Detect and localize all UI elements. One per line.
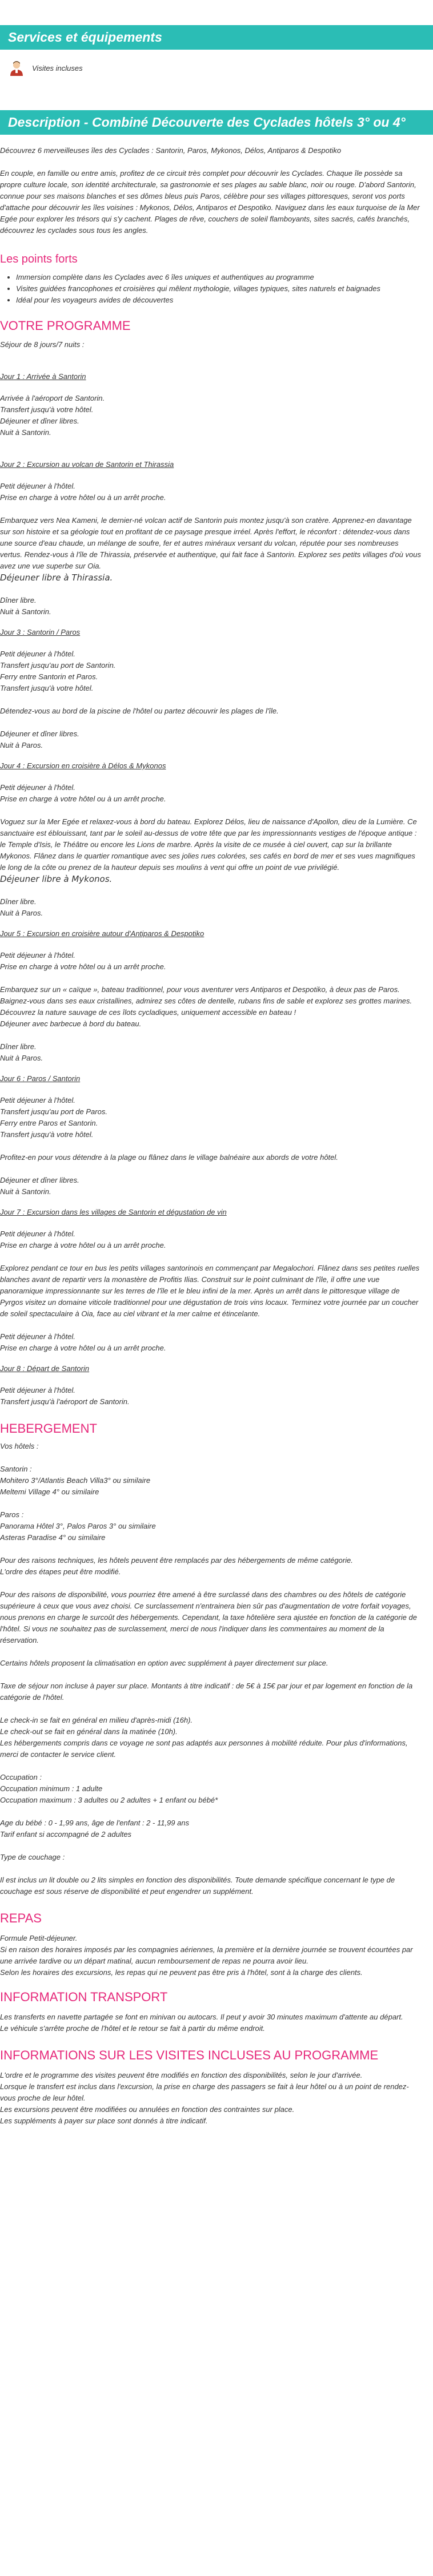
text-line: Le check-out se fait en général dans la matinée (10h). bbox=[0, 1727, 178, 1736]
text-line: Déjeuner et dîner libres. bbox=[0, 729, 79, 738]
day-6-text: Profitez-en pour vous détendre à la plage ou flânez dans le village balnéaire aux abords de votre hôtel. bbox=[0, 1153, 338, 1162]
text-line: Arrivée à l'aéroport de Santorin. bbox=[0, 394, 105, 402]
services-item bbox=[0, 50, 433, 78]
text-line: Prise en charge à votre hôtel ou à un arrêt proche. bbox=[0, 1344, 166, 1352]
hebergement-note4: Taxe de séjour non incluse à payer sur place. Montants à titre indicatif : de 5€ à 15€ par jour et par logement en fonction de la catégorie de l'hôtel. bbox=[0, 1682, 413, 1702]
text-line: Paros : bbox=[0, 1510, 24, 1519]
day-2-lines-end bbox=[0, 595, 433, 618]
day-3-lines-end bbox=[0, 728, 433, 751]
text-line: Lorsque le transfert est inclus dans l'excursion, la prise en charge des passagers se fait à leur hôtel ou à un point de rendez-vous proche de leur hôtel. bbox=[0, 2082, 409, 2102]
day-7-lines-end bbox=[0, 1331, 433, 1354]
hebergement-note2: Pour des raisons de disponibilité, vous pourriez être amené à être surclassé dans des chambres ou des hôtels de catégorie supérieure à ceux que vous avez choisi. Ce surclassement n'entrainera bien sûr pas d'augmentation de votre forfait voyages, nous prenons en charge le surcoût des hébergements. Cependant, la taxe hôtelière sera ajustée en fonction de la catégorie de l'hôtel. Si vous ne souhaitez pas de surclassement, merci de nous l'indiquer dans les commentaires au moment de la réservation. bbox=[0, 1590, 417, 1644]
points-forts-title: Les points forts bbox=[0, 253, 78, 265]
day-4-text: Voguez sur la Mer Egée et relaxez-vous à bord du bateau. Explorez Délos, lieu de naissance d'Apollon, dieu de la Lumière. Ce sanctuaire est éblouissant, tant par le soleil au-dessus de votre tête que par les impressionnants vestiges de l'époque antique : le Temple d'Isis, le Théâtre ou encore les Lions de marbre. Après la visite de ce musée à ciel ouvert, cap sur la brillante Mykonos. Flânez dans le quartier romantique avec ses jolies rues colorées, ses cafés en bord de mer et ses vues magnifiques le long de la côte ou prenez de la hauteur depuis ses moulins à vent qui offre un point de vue privilégié. bbox=[0, 817, 417, 872]
day-4-lines bbox=[0, 782, 433, 805]
text-line: Petit déjeuner à l'hôtel. bbox=[0, 1332, 75, 1341]
text-line: Panorama Hôtel 3°, Palos Paros 3° ou similaire bbox=[0, 1522, 156, 1530]
hebergement-paros bbox=[0, 1509, 433, 1543]
services-item-label: Visites incluses bbox=[32, 63, 83, 72]
hebergement-note3: Certains hôtels proposent la climatisation en option avec supplément à payer directement sur place. bbox=[0, 1659, 328, 1667]
text-line: Transfert jusqu'à votre hôtel. bbox=[0, 684, 94, 692]
services-title: Services et équipements bbox=[0, 25, 433, 50]
day-4-title: Jour 4 : Excursion en croisière à Délos & Mykonos bbox=[0, 761, 166, 770]
day-7-lines bbox=[0, 1228, 433, 1251]
programme-sejour: Séjour de 8 jours/7 nuits : bbox=[0, 340, 85, 349]
text-line: Petit déjeuner à l'hôtel. bbox=[0, 1096, 75, 1104]
text-line: Nuit à Santorin. bbox=[0, 428, 51, 437]
day-6-title: Jour 6 : Paros / Santorin bbox=[0, 1074, 81, 1083]
text-line: Occupation maximum : 3 adultes ou 2 adultes + 1 enfant ou bébé* bbox=[0, 1796, 218, 1804]
text-line: Tarif enfant si accompagné de 2 adultes bbox=[0, 1830, 132, 1839]
text-line: Transfert jusqu'au port de Santorin. bbox=[0, 661, 116, 670]
description-intro: En couple, en famille ou entre amis, profitez de ce circuit très complet pour découvrir les Cyclades. Chaque île possède sa propre culture locale, son identité architecturale, sa gastronomie et ses plages au sable blanc, noir ou rouge. D'abord Santorin, connue pour ses maisons blanches et ses dômes bleus puis Paros, célèbre pour ses villages pittoresques, seront vos ports d'attache pour découvrir les îles voisines : Mykonos, Délos, Antiparos et Despotiko. Naviguez dans les eaux turquoise de la Mer Egée pour explorer les trésors qui s'y cachent. Plages de rêve, couchers de soleil flamboyants, sites sacrés, cafés branchés, découvrez les cyclades sous tous les angles. bbox=[0, 169, 420, 235]
day-2-text: Embarquez vers Nea Kameni, le dernier-né volcan actif de Santorin puis montez jusqu'à son cratère. Apprenez-en davantage sur son histoire et sa géologie tout en profitant de ce paysage presque irréel. Après l'effort, le réconfort : détendez-vous dans une source d'eau chaude, un mélange de soufre, fer et autres minéraux versant du volcan, réputée pour ses nombreuses vertus. Rendez-vous à l'île de Thirassia, préservée et authentique, qui fait face à Santorin. Explorez ses petits villages d'où vous avez une vue superbe sur Oia. bbox=[0, 516, 421, 570]
text-line: Les suppléments à payer sur place sont donnés à titre indicatif. bbox=[0, 2117, 208, 2125]
text-line: Mohitero 3°/Atlantis Beach Villa3° ou similaire bbox=[0, 1476, 151, 1485]
text-line: L'ordre des étapes peut être modifié. bbox=[0, 1567, 121, 1576]
text-line: Selon les horaires des excursions, les repas qui ne peuvent pas être pris à l'hôtel, sont à la charge des clients. bbox=[0, 1968, 363, 1977]
text-line: Occupation minimum : 1 adulte bbox=[0, 1784, 103, 1793]
hebergement-ages bbox=[0, 1817, 433, 1840]
text-line: Dîner libre. bbox=[0, 596, 37, 604]
day-5-title: Jour 5 : Excursion en croisière autour d'Antiparos & Despotiko bbox=[0, 929, 205, 938]
hebergement-checkin bbox=[0, 1715, 433, 1760]
text-line: L'ordre et le programme des visites peuvent être modifiés en fonction des disponibilités, selon le jour d'arrivée. bbox=[0, 2071, 363, 2079]
hebergement-couchage-note: Il est inclus un lit double ou 2 lits simples en fonction des disponibilités. Toute demande spécifique concernant le type de couchage est sous réserve de disponibilité et peut engendrer un supplément. bbox=[0, 1876, 395, 1896]
text-line: Meltemi Village 4° ou similaire bbox=[0, 1487, 99, 1496]
text-line: Prise en charge à votre hôtel ou à un arrêt proche. bbox=[0, 493, 166, 502]
text-line: Age du bébé : 0 - 1,99 ans, âge de l'enfant : 2 - 11,99 ans bbox=[0, 1819, 190, 1827]
text-line: Dîner libre. bbox=[0, 1042, 37, 1051]
text-line: Prise en charge à votre hôtel ou à un arrêt proche. bbox=[0, 1241, 166, 1249]
list-item: • Idéal pour les voyageurs avides de découvertes bbox=[16, 295, 433, 306]
day-6-lines bbox=[0, 1095, 433, 1140]
text-line: Ferry entre Santorin et Paros. bbox=[0, 672, 98, 681]
day-1-title: Jour 1 : Arrivée à Santorin bbox=[0, 372, 86, 381]
text-line: Si en raison des horaires imposés par les compagnies aériennes, la première et la dernière journée se trouvent écourtées par une arrivée tardive ou un départ matinal, aucun remboursement de repas ne pourra avoir lieu. bbox=[0, 1945, 413, 1965]
text-line: Nuit à Paros. bbox=[0, 1054, 43, 1062]
hebergement-santorin bbox=[0, 1464, 433, 1498]
day-2-title: Jour 2 : Excursion au volcan de Santorin et Thirassia bbox=[0, 460, 174, 469]
text-line: Petit déjeuner à l'hôtel. bbox=[0, 1386, 75, 1394]
list-item: • Visites guidées francophones et croisières qui mêlent mythologie, villages typiques, sites naturels et baignades bbox=[16, 283, 433, 295]
repas-title: REPAS bbox=[0, 1911, 42, 1925]
text-line: Petit déjeuner à l'hôtel. bbox=[0, 951, 75, 960]
text-line: Nuit à Paros. bbox=[0, 741, 43, 749]
day-3-title: Jour 3 : Santorin / Paros bbox=[0, 628, 81, 636]
text-line: Le véhicule s'arrête proche de l'hôtel et le retour se fait à partir du même endroit. bbox=[0, 2024, 265, 2033]
visites-title: INFORMATIONS SUR LES VISITES INCLUSES AU PROGRAMME bbox=[0, 2048, 379, 2062]
visites-lines bbox=[0, 2070, 433, 2127]
text-line: Les excursions peuvent être modifiées ou annulées en fonction des contraintes sur place. bbox=[0, 2105, 295, 2114]
day-7-text: Explorez pendant ce tour en bus les petits villages santorinois en commençant par Megalochori. Flânez dans ses petites ruelles blanches avant de repartir vers la monastère de Profitis Ilias. Construit sur le point culminant de l'île, il offre une vue panoramique impressionnante sur les terres de l'île et le bleu infini de la mer. Après un arrêt dans le pittoresque village de Pyrgos visitez un domaine viticole traditionnel pour une dégustation de trois vins locaux. Terminez votre journée par un coucher de soleil spectaculaire à Oia, face au ciel vibrant et la mer calme et étincelante. bbox=[0, 1264, 420, 1318]
day-2-activity: Déjeuner libre à Thirassia. bbox=[0, 573, 113, 583]
text-line: Ferry entre Paros et Santorin. bbox=[0, 1119, 98, 1127]
text-line: Pour des raisons techniques, les hôtels peuvent être remplacés par des hébergements de même catégorie. bbox=[0, 1556, 353, 1565]
day-6-lines-end bbox=[0, 1175, 433, 1198]
text-line: Petit déjeuner à l'hôtel. bbox=[0, 783, 75, 792]
day-4-activity: Déjeuner libre à Mykonos. bbox=[0, 874, 113, 884]
text-line: Transfert jusqu'au port de Paros. bbox=[0, 1107, 107, 1116]
text-line: Occupation : bbox=[0, 1773, 42, 1781]
points-forts-list bbox=[0, 272, 433, 306]
description-subtitle: Découvrez 6 merveilleuses îles des Cyclades : Santorin, Paros, Mykonos, Délos, Antiparos & Despotiko bbox=[0, 146, 342, 155]
text-line: Santorin : bbox=[0, 1465, 32, 1473]
list-item: • Immersion complète dans les Cyclades avec 6 îles uniques et authentiques au programme bbox=[16, 272, 433, 283]
day-4-lines-end bbox=[0, 896, 433, 919]
day-5-activity: Déjeuner avec barbecue à bord du bateau. bbox=[0, 1019, 142, 1028]
day-2-lines bbox=[0, 481, 433, 503]
text-line: Petit déjeuner à l'hôtel. bbox=[0, 1229, 75, 1238]
day-5-lines bbox=[0, 950, 433, 973]
text-line: Déjeuner et dîner libres. bbox=[0, 417, 79, 425]
transport-lines bbox=[0, 2011, 433, 2034]
text-line: Nuit à Paros. bbox=[0, 909, 43, 917]
day-1-lines bbox=[0, 393, 433, 438]
text-line: Le check-in se fait en général en milieu d'après-midi (16h). bbox=[0, 1716, 193, 1724]
repas-lines bbox=[0, 1933, 433, 1978]
text-line: Prise en charge à votre hôtel ou à un arrêt proche. bbox=[0, 795, 166, 803]
text-line: Les hébergements compris dans ce voyage ne sont pas adaptés aux personnes à mobilité réduite. Pour plus d'informations, merci de contacter le service client. bbox=[0, 1739, 408, 1759]
hebergement-vos-hotels: Vos hôtels : bbox=[0, 1442, 39, 1450]
person-icon bbox=[8, 59, 25, 76]
text-line: Prise en charge à votre hôtel ou à un arrêt proche. bbox=[0, 962, 166, 971]
text-line: Petit déjeuner à l'hôtel. bbox=[0, 650, 75, 658]
text-line: Transfert jusqu'à l'aéroport de Santorin. bbox=[0, 1397, 130, 1406]
hebergement-note1 bbox=[0, 1555, 433, 1578]
day-7-title: Jour 7 : Excursion dans les villages de Santorin et dégustation de vin bbox=[0, 1208, 227, 1216]
day-3-lines bbox=[0, 648, 433, 694]
day-8-title: Jour 8 : Départ de Santorin bbox=[0, 1364, 90, 1373]
text-line: Transfert jusqu'à votre hôtel. bbox=[0, 405, 94, 414]
text-line: Formule Petit-déjeuner. bbox=[0, 1934, 78, 1942]
day-8-lines bbox=[0, 1385, 433, 1408]
text-line: Petit déjeuner à l'hôtel. bbox=[0, 482, 75, 490]
text-line: Dîner libre. bbox=[0, 897, 37, 906]
text-line: Nuit à Santorin. bbox=[0, 607, 51, 616]
transport-title: INFORMATION TRANSPORT bbox=[0, 1990, 168, 2004]
text-line: Nuit à Santorin. bbox=[0, 1187, 51, 1196]
text-line: Asteras Paradise 4° ou similaire bbox=[0, 1533, 106, 1542]
text-line: Transfert jusqu'à votre hôtel. bbox=[0, 1130, 94, 1139]
day-5-lines-end bbox=[0, 1041, 433, 1064]
hebergement-occupation bbox=[0, 1772, 433, 1806]
programme-title: VOTRE PROGRAMME bbox=[0, 319, 131, 333]
day-3-text: Détendez-vous au bord de la piscine de l'hôtel ou partez découvrir les plages de l'île. bbox=[0, 707, 279, 715]
text-line: Les transferts en navette partagée se font en minivan ou autocars. Il peut y avoir 30 minutes maximum d'attente au départ. bbox=[0, 2013, 403, 2021]
day-5-text: Embarquez sur un « caïque », bateau traditionnel, pour vous aventurer vers Antiparos et Despotiko, à deux pas de Paros. Baignez-vous dans ses eaux cristallines, admirez ses côtes de dentelle, rubans fins de sable et explorez ses grottes marines. Découvrez la nature sauvage de ces îlots cycladiques, uniquement accessible en bateau ! bbox=[0, 985, 412, 1017]
hebergement-title: HEBERGEMENT bbox=[0, 1421, 97, 1436]
description-title: Description - Combiné Découverte des Cyclades hôtels 3° ou 4° bbox=[0, 110, 433, 135]
hebergement-type-couchage: Type de couchage : bbox=[0, 1853, 65, 1861]
text-line: Déjeuner et dîner libres. bbox=[0, 1176, 79, 1184]
